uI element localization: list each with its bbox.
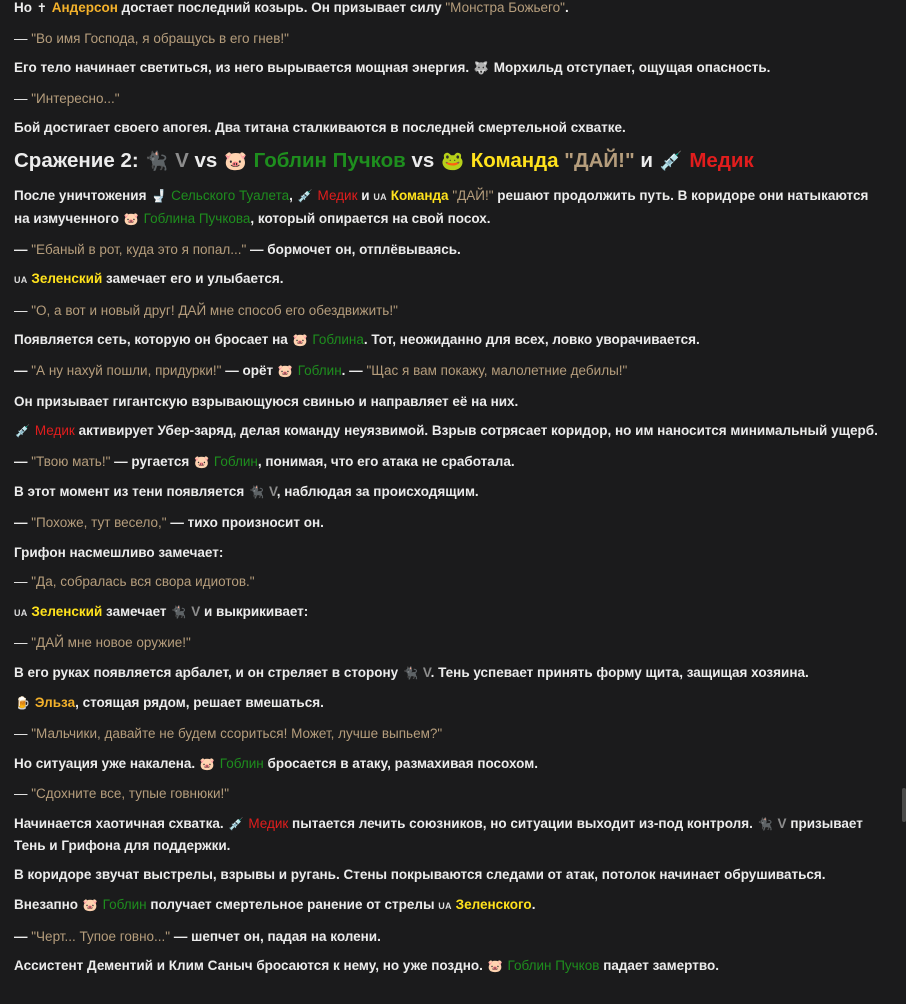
character-name-goblin: Гоблина Пучкова: [143, 210, 251, 226]
character-name-v: V: [422, 664, 431, 680]
frog-icon: 🐸: [441, 149, 464, 171]
character-name-goblin: Гоблин Пучков: [253, 148, 406, 172]
syringe-icon: 💉: [297, 188, 313, 203]
quote: "Щас я вам покажу, малолетние дебилы!": [366, 362, 628, 378]
wolf-icon: 🐺: [473, 61, 489, 76]
story-line: После уничтожения 🚽 Сельского Туалета, 💉 Медик и UA Команда "ДАЙ!" решают продолжить путь. В коридоре они натыкаются на измученного 🐷 Гоблина Пучкова, который опирается на свой посох.: [14, 187, 869, 226]
story-line: — "Во имя Господа, я обращусь в его гнев!": [14, 30, 289, 46]
cat-icon: 🐈‍⬛: [757, 816, 773, 831]
story-line: Начинается хаотичная схватка. 💉 Медик пытается лечить союзников, но ситуации выходит из-под контроля. 🐈‍⬛ V призывает Тень и Грифона для поддержки.: [14, 815, 863, 853]
character-name-goblin: Гоблин: [297, 362, 342, 378]
syringe-icon: 💉: [228, 816, 244, 831]
character-name-v: V: [191, 603, 201, 619]
story-line: — "Черт... Тупое говно..." — шепчет он, падая на колени.: [14, 928, 381, 944]
story-line: В этот момент из тени появляется 🐈‍⬛ V, наблюдая за происходящим.: [14, 484, 479, 500]
story-line: UA Зеленский замечает 🐈‍⬛ V и выкрикивает:: [14, 603, 309, 619]
quote: "Ебаный в рот, куда это я попал...": [31, 241, 247, 257]
toilet-icon: 🚽: [151, 188, 167, 203]
character-name-medic: Медик: [248, 815, 289, 831]
story-line: Грифон насмешливо замечает:: [14, 544, 224, 560]
cross-icon: ✝: [36, 1, 47, 15]
team-name: Команда: [390, 187, 449, 203]
pig-icon: 🐷: [223, 149, 247, 171]
quote: "Во имя Господа, я обращусь в его гнев!": [31, 30, 289, 46]
story-line: 🍺 Эльза, стоящая рядом, решает вмешаться.: [15, 695, 324, 711]
character-name-goblin: Гоблина: [312, 332, 364, 348]
pig-icon: 🐷: [199, 756, 216, 771]
story-line: Ассистент Дементий и Клим Саныч бросаются к нему, но уже поздно. 🐷 Гоблин Пучков падает замертво.: [14, 958, 719, 974]
pig-icon: 🐷: [123, 211, 139, 226]
quote: "Твою мать!": [31, 453, 111, 469]
cat-icon: 🐈‍⬛: [171, 604, 187, 619]
character-name-zelensky: Зеленского: [455, 897, 532, 913]
scrollbar-track[interactable]: [901, 0, 906, 1004]
character-name-goblin: Гоблин Пучков: [507, 958, 600, 974]
story-line: — "Похоже, тут весело," — тихо произносит он.: [14, 514, 324, 530]
team-quote: "ДАЙ!": [452, 187, 494, 203]
ua-flag-icon: UA: [373, 191, 387, 202]
story-line: — "Да, собралась вся свора идиотов.": [14, 574, 255, 590]
pig-icon: 🐷: [194, 454, 210, 469]
story-line: — "Сдохните все, тупые говнюки!": [14, 786, 230, 802]
quote: "Сдохните все, тупые говнюки!": [31, 786, 230, 802]
story-line: — "Ебаный в рот, куда это я попал..." — бормочет он, отплёвываясь.: [14, 241, 461, 257]
character-name-zelensky: Зеленский: [31, 271, 103, 287]
character-name-medic: Медик: [689, 148, 754, 172]
character-name-medic: Медик: [34, 423, 75, 439]
story-line: — "О, а вот и новый друг! ДАЙ мне способ его обездвижить!": [14, 302, 398, 318]
story-line: — "Интересно...": [14, 90, 120, 106]
quote: "Мальчики, давайте не будем ссориться! Может, лучше выпьем?": [31, 726, 443, 742]
character-name-v: V: [777, 815, 787, 831]
quote: "Похоже, тут весело,": [31, 514, 167, 530]
pig-icon: 🐷: [277, 363, 293, 378]
character-name-zelensky: Зеленский: [31, 603, 103, 619]
story-line: — "А ну нахуй пошли, придурки!" — орёт 🐷 Гоблин. — "Щас я вам покажу, малолетние дебилы!": [14, 362, 628, 378]
character-name-morhild: Морхильд: [493, 60, 563, 76]
ua-flag-icon: UA: [14, 275, 28, 286]
battle-heading: Сражение 2: 🐈‍⬛ V vs 🐷 Гоблин Пучков vs 🐸 Команда "ДАЙ!" и 💉 Медик: [14, 148, 754, 172]
story-line: Но ✝ Андерсон достает последний козырь. Он призывает силу "Монстра Божьего".: [14, 0, 569, 15]
story-line: В коридоре звучат выстрелы, взрывы и ругань. Стены покрываются следами от атак, потолок начинает обрушиваться.: [14, 867, 826, 883]
syringe-icon: 💉: [15, 424, 31, 439]
story-line: Но ситуация уже накалена. 🐷 Гоблин бросается в атаку, размахивая посохом.: [14, 755, 538, 771]
story-line: Внезапно 🐷 Гоблин получает смертельное ранение от стрелы UA Зеленского.: [14, 897, 536, 913]
syringe-icon: 💉: [659, 149, 683, 171]
story-line: — "Твою мать!" — ругается 🐷 Гоблин, понимая, что его атака не сработала.: [14, 453, 515, 469]
story-line: — "ДАЙ мне новое оружие!": [14, 635, 191, 651]
character-name-toilet: Сельского Туалета: [171, 187, 290, 203]
pig-icon: 🐷: [487, 959, 503, 974]
character-name-v: V: [268, 484, 277, 500]
ua-flag-icon: UA: [14, 607, 28, 618]
story-line: В его руках появляется арбалет, и он стреляет в сторону 🐈‍⬛ V. Тень успевает принять форму щита, защищая хозяина.: [14, 664, 809, 680]
story-line: Его тело начинает светиться, из него вырывается мощная энергия. 🐺 Морхильд отступает, ощущая опасность.: [14, 60, 771, 76]
quote: "А ну нахуй пошли, придурки!": [31, 362, 222, 378]
story-line: Появляется сеть, которую он бросает на 🐷 Гоблина. Тот, неожиданно для всех, ловко уворачивается.: [14, 332, 700, 348]
quote: "О, а вот и новый друг! ДАЙ мне способ его обездвижить!": [31, 302, 398, 318]
story-line: Он призывает гигантскую взрывающуюся свинью и направляет её на них.: [14, 393, 519, 409]
character-name-medic: Медик: [317, 187, 358, 203]
story-line: UA Зеленский замечает его и улыбается.: [14, 271, 284, 287]
pig-icon: 🐷: [292, 333, 308, 348]
story-line: — "Мальчики, давайте не будем ссориться! Может, лучше выпьем?": [14, 726, 443, 742]
quote: "ДАЙ мне новое оружие!": [31, 635, 191, 651]
team-quote: "ДАЙ!": [564, 148, 635, 172]
quote: "Монстра Божьего": [445, 0, 565, 15]
character-name-goblin: Гоблин: [213, 453, 258, 469]
character-name-anderson: Андерсон: [51, 0, 118, 15]
team-name: Команда: [470, 148, 559, 172]
quote: "Черт... Тупое говно...": [31, 928, 171, 944]
beer-icon: 🍺: [15, 696, 31, 711]
story-line: 💉 Медик активирует Убер-заряд, делая команду неуязвимой. Взрыв сотрясает коридор, но им наносится минимальный ущерб.: [15, 423, 878, 439]
cat-icon: 🐈‍⬛: [402, 665, 419, 680]
character-name-elsa: Эльза: [34, 695, 76, 711]
ua-flag-icon: UA: [438, 901, 452, 912]
cat-icon: 🐈‍⬛: [249, 485, 265, 500]
quote: "Да, собралась вся свора идиотов.": [31, 574, 255, 590]
chat-message-body: [14, 0, 884, 986]
pig-icon: 🐷: [82, 898, 98, 913]
character-name-goblin: Гоблин: [102, 897, 147, 913]
story-line: Бой достигает своего апогея. Два титана сталкиваются в последней смертельной схватке.: [14, 120, 626, 136]
character-name-v: V: [175, 148, 189, 172]
character-name-goblin: Гоблин: [219, 755, 264, 771]
cat-icon: 🐈‍⬛: [145, 149, 169, 171]
scrollbar-thumb[interactable]: [902, 788, 906, 822]
quote: "Интересно...": [31, 90, 120, 106]
